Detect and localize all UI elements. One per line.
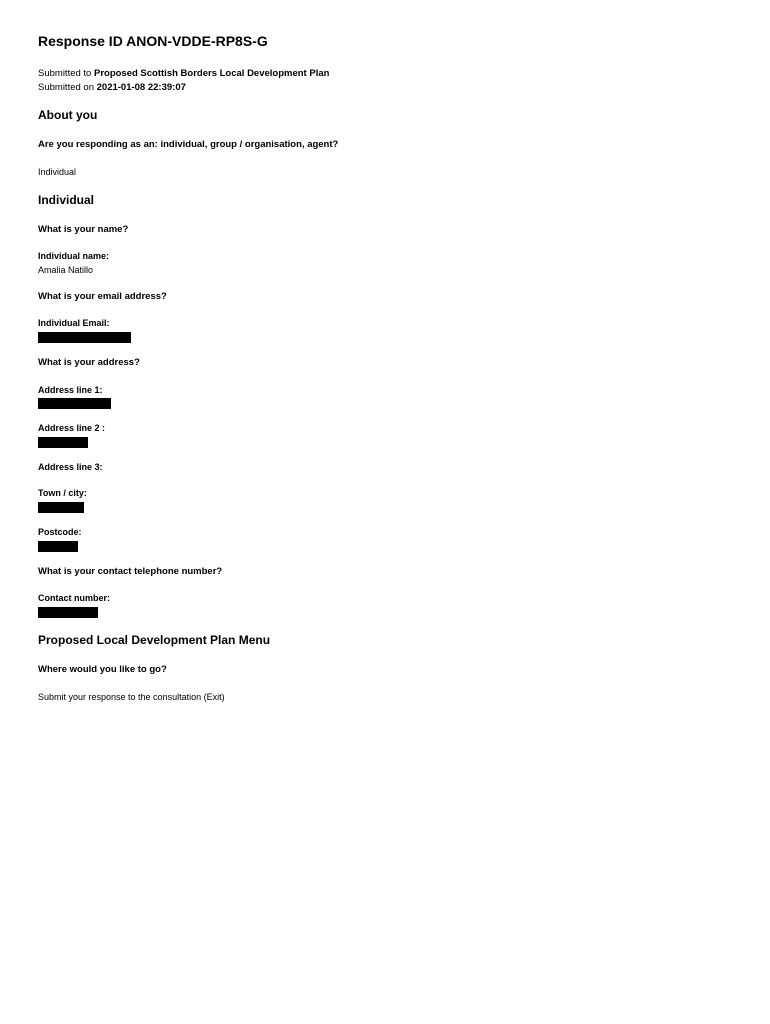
address-line3-label: Address line 3: [38,462,103,472]
town-redaction [38,502,84,513]
submitted-to-line [38,68,329,79]
address-line2-redaction [38,437,88,448]
phone-question: What is your contact telephone number? [38,566,223,577]
postcode-redaction [38,541,78,552]
postcode-label: Postcode: [38,527,82,537]
phone-label: Contact number: [38,593,110,603]
name-value: Amalia Natillo [38,265,94,275]
respondent-type-question: Are you responding as an: individual, group / organisation, agent? [38,139,339,150]
address-line1-redaction [38,398,111,409]
about-you-heading: About you [38,108,98,122]
submitted-to-prefix: Submitted to [38,68,92,79]
email-redaction [38,332,131,343]
menu-answer: Submit your response to the consultation (Exit) [38,692,225,702]
address-line1-label: Address line 1: [38,385,103,395]
email-label: Individual Email: [38,318,110,328]
town-label: Town / city: [38,488,87,498]
address-line2-label: Address line 2 : [38,423,106,433]
submitted-to-value: Proposed Scottish Borders Local Development Plan [93,68,330,79]
submitted-on-value: 2021-01-08 22:39:07 [96,82,186,93]
email-question: What is your email address? [38,291,167,302]
name-question: What is your name? [38,224,129,235]
address-question: What is your address? [38,357,140,368]
phone-redaction [38,607,98,618]
submitted-on-prefix: Submitted on [38,82,94,93]
name-label: Individual name: [38,251,110,261]
menu-heading: Proposed Local Development Plan Menu [38,633,271,647]
submitted-on-line [38,82,186,93]
respondent-type-answer: Individual [38,167,77,177]
response-title: Response ID ANON-VDDE-RP8S-G [38,33,268,49]
menu-question: Where would you like to go? [38,664,167,675]
individual-heading: Individual [38,193,95,207]
